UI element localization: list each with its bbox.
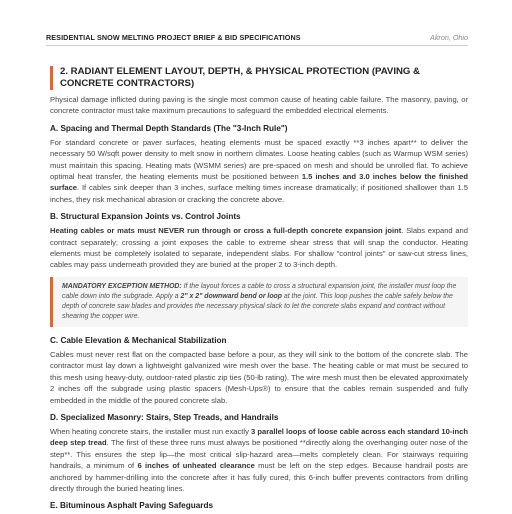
- d-text-part: . The first of these three runs must always be positioned **directly along the overhanging outer nose of the step**. This ensures the step lip—the most critical slip-hazard area—melts completely clean. For stairways requiring handrails, a minimum of: [50, 438, 468, 471]
- d-text-part: When heating concrete stairs, the installer must run exactly: [50, 426, 251, 436]
- section-intro: Physical damage inflicted during paving is the single most common cause of heating cable failure. The masonry, paving, or concrete contractor must take maximum precautions to safeguard the embedded electrical elements.: [50, 95, 468, 116]
- d-text-part: must be left on the step edges. Because handrail posts are anchored by hammer-drilling into the concrete after it has fully cured, this 6-inch buffer prevents contractors from drilling directly through the buried heating lines.: [50, 461, 468, 493]
- b-bold-text: Heating cables or mats must NEVER run through or cross a full-depth concrete expansion joint: [50, 226, 402, 236]
- exception-callout: [50, 277, 468, 327]
- subsection-a-text: [50, 137, 468, 205]
- subsection-d-heading: D. Specialized Masonry: Stairs, Step Treads, and Handrails: [50, 412, 279, 422]
- subsection-c-heading: C. Cable Elevation & Mechanical Stabilization: [50, 335, 227, 345]
- header-title: RESIDENTIAL SNOW MELTING PROJECT BRIEF & BID SPECIFICATIONS: [46, 33, 301, 42]
- subsection-b-heading: B. Structural Expansion Joints vs. Control Joints: [50, 212, 241, 222]
- page-header: [46, 33, 468, 46]
- callout-label: MANDATORY EXCEPTION METHOD:: [62, 282, 182, 290]
- subsection-a-heading: A. Spacing and Thermal Depth Standards (The "3-Inch Rule"): [50, 123, 288, 133]
- subsection-e-heading: E. Bituminous Asphalt Paving Safeguards: [50, 501, 214, 511]
- callout-text-part: at the joint. This loop pushes the cable safely below the depth of concrete saw blades and provides the necessary physical slack to let the concrete slabs expand and contract without shearing the copper wire.: [62, 292, 453, 320]
- document-body: [50, 66, 468, 514]
- header-location: Akron, Ohio: [430, 33, 468, 42]
- callout-bold-text: 2" x 2" downward bend or loop: [180, 292, 282, 300]
- callout-text-part: If the layout forces a cable to cross a structural expansion joint, the installer must loop the cable down into the subgrade. Apply a: [62, 282, 457, 300]
- subsection-b-text: [50, 225, 468, 271]
- d-bold-text: 6 inches of unheated clearance: [137, 461, 255, 471]
- d-bold-text: 3 parallel loops of loose cable across each standard 10-inch deep step tread: [50, 426, 468, 448]
- b-text-part: . Slabs expand and contract separately; crossing a joint exposes the cable to extreme shear stress that will snap the conductor. Heating elements must be completely isolated to separate, independent slabs. For shallow "control joints" or saw-cut stress lines, cables may pass underneath provided they are buried at the proper 2 to 3-inch depth.: [50, 226, 468, 270]
- subsection-c-text: Cables must never rest flat on the compacted base before a pour, as they will sink to the bottom of the concrete slab. The contractor must lay down a lightweight galvanized wire mesh over the base. The heating cable or mat must be secured to this mesh using heavy-duty, outdoor-rated plastic zip ties (50-lb rating). The wire mesh must then be elevated approximately 2 inches off the subgrade using plastic spacers (Mesh-Ups®) to ensure that the cables remain suspended and fully embedded in the middle of the poured concrete slab.: [50, 349, 468, 405]
- a-text-part: . If cables sink deeper than 3 inches, surface melting times increase dramatically; if positioned shallower than 1.5 inches, they risk mechanical abrasion or cracking the concrete above.: [50, 183, 468, 204]
- a-text-part: For standard concrete or paver surfaces, heating elements must be spaced exactly **3 inches apart** to deliver the necessary 50 W/sqft power density to melt snow in northern climates. Loose heating cables (such as Warmup WSM series) must maintain this spacing. Heating mats (WSMM series) are pre-spaced on mesh and should be unrolled flat. To achieve optimal heat transfer, the heating elements must be positioned between: [50, 137, 468, 182]
- section-title: 2. RADIANT ELEMENT LAYOUT, DEPTH, & PHYSICAL PROTECTION (PAVING & CONCRETE CONTRACTORS): [50, 66, 468, 90]
- subsection-d-text: [50, 426, 468, 494]
- a-bold-text: 1.5 inches and 3.0 inches below the finished surface: [50, 172, 469, 193]
